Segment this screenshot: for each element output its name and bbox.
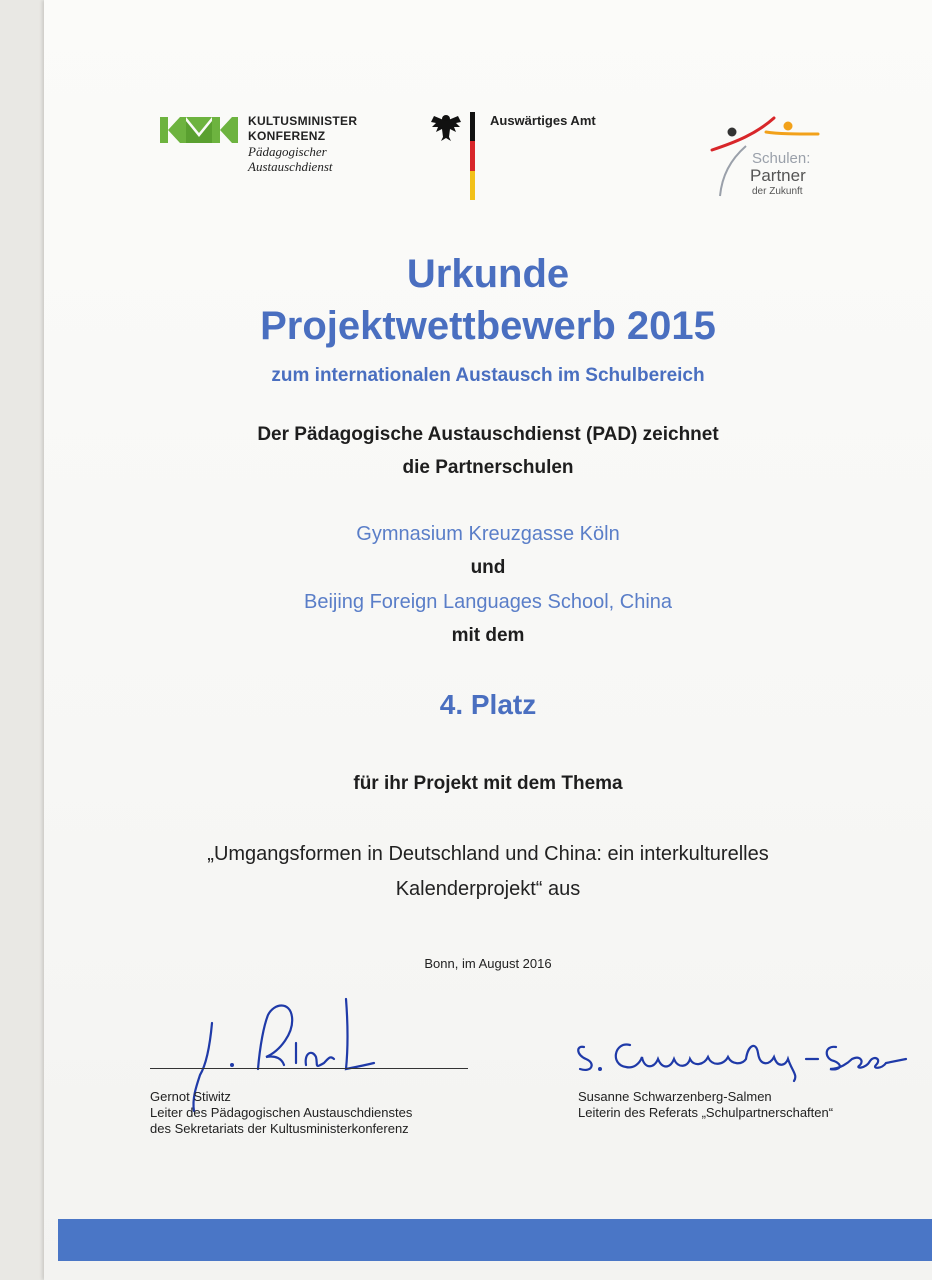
footer-blue-bar bbox=[58, 1219, 932, 1261]
place-and-date: Bonn, im August 2016 bbox=[424, 956, 552, 971]
project-theme-line1: „Umgangsformen in Deutschland und China: ein interkulturelles bbox=[207, 843, 769, 865]
kmk-logo-text bbox=[248, 114, 357, 174]
auswaertiges-amt-label: Auswärtiges Amt bbox=[490, 113, 596, 128]
signatory-2-name: Susanne Schwarzenberg-Salmen bbox=[578, 1089, 772, 1104]
pasch-line1: Schulen: bbox=[752, 150, 811, 167]
school-name-2: Beijing Foreign Languages School, China bbox=[303, 591, 673, 613]
signatory-2-role-line1: Leiterin des Referats „Schulpartnerschaften“ bbox=[578, 1105, 834, 1120]
german-flag-bar bbox=[470, 112, 475, 200]
signatory-1-role-line2: des Sekretariats der Kultusministerkonferenz bbox=[150, 1121, 409, 1136]
pasch-line2: Partner bbox=[750, 166, 806, 185]
kmk-line3: Pädagogischer bbox=[248, 144, 327, 159]
school-name-1: Gymnasium Kreuzgasse Köln bbox=[356, 523, 620, 545]
competition-title: Projektwettbewerb 2015 bbox=[260, 304, 716, 348]
certificate-title: Urkunde bbox=[406, 252, 570, 296]
signatory-1-name: Gernot Stiwitz bbox=[150, 1089, 231, 1104]
with-the-text: mit dem bbox=[451, 625, 525, 646]
certificate-subtitle: zum internationalen Austausch im Schulbereich bbox=[271, 365, 705, 386]
kmk-line1: KULTUSMINISTER bbox=[248, 114, 358, 128]
kmk-logo-icon bbox=[160, 117, 238, 143]
project-intro-text: für ihr Projekt mit dem Thema bbox=[353, 773, 623, 794]
signature-line-1 bbox=[150, 1068, 468, 1069]
signature-2-icon bbox=[570, 1025, 910, 1085]
signatory-1 bbox=[150, 1089, 412, 1137]
signatory-2 bbox=[578, 1089, 833, 1121]
pasch-line3: der Zukunft bbox=[752, 186, 803, 197]
conjunction-text: und bbox=[470, 557, 506, 578]
intro-line1: Der Pädagogische Austauschdienst (PAD) zeichnet bbox=[257, 424, 719, 445]
federal-eagle-icon bbox=[430, 112, 462, 142]
project-theme-line2: Kalenderprojekt“ aus bbox=[395, 878, 581, 900]
placement-text: 4. Platz bbox=[439, 689, 537, 720]
signatory-1-role-line1: Leiter des Pädagogischen Austauschdienstes bbox=[150, 1105, 413, 1120]
kmk-line2: KONFERENZ bbox=[248, 129, 326, 143]
intro-line2: die Partnerschulen bbox=[402, 457, 574, 478]
kmk-line4: Austauschdienst bbox=[248, 159, 333, 174]
